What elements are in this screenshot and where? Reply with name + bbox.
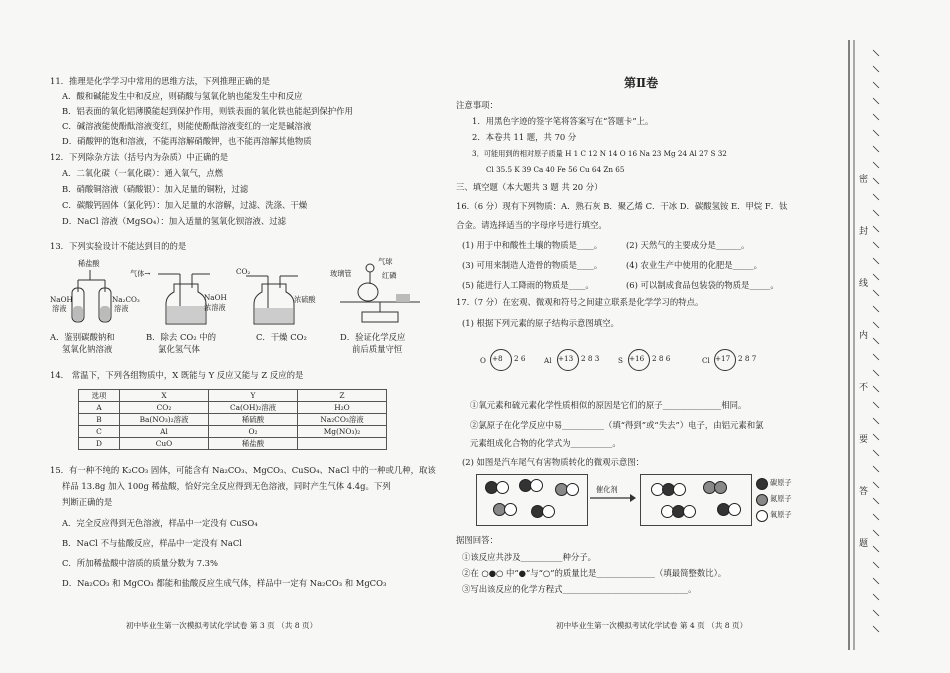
binding-tick	[873, 546, 879, 552]
atom-legend	[756, 476, 836, 526]
binding-tick	[873, 98, 879, 104]
answer-3: ③写出该反应的化学方程式______________________________。	[462, 584, 697, 594]
q12-option-d: D．NaCl 溶液（MgSO₄）：加入适量的氢氧化钡溶液、过滤	[62, 216, 286, 226]
q15-stem-line3: 判断正确的是	[62, 497, 113, 507]
exam-page-3	[0, 0, 440, 673]
binding-char: 要	[859, 435, 869, 445]
q15-stem-line2: 样品 13.8g 加入 100g 稀盐酸，恰好完全反应得到无色溶液，同时产生气体 4.4g。下列	[62, 481, 391, 491]
q17-part1: (1) 根据下列元素的原子结构示意图填空。	[462, 318, 619, 328]
q16-item-3: (3) 可用来制造人造骨的物质是____。	[462, 260, 603, 270]
q14-stem: 14． 常温下，下列各组物质中，X 既能与 Y 反应又能与 Z 反应的是	[50, 370, 304, 380]
q12-option-c: C．碳酸钙固体（氯化钙）：加入足量的水溶解，过滤、洗涤、干燥	[62, 200, 308, 210]
q13-stem: 13．下列实验设计不能达到目的的是	[50, 241, 187, 251]
oxygen-atom-icon	[756, 510, 768, 522]
binding-tick	[873, 594, 879, 600]
q12-stem: 12．下列除杂方法（括号内为杂质）中正确的是	[50, 152, 229, 162]
q15-option-c: C．所加稀盐酸中溶质的质量分数为 7.3%	[62, 558, 218, 568]
binding-tick	[873, 434, 879, 440]
q16-stem-cont: 合金。请选择适当的字母序号进行填空。	[456, 220, 607, 230]
binding-tick	[873, 162, 879, 168]
notice-item-2: 2．本卷共 11 题，共 70 分	[472, 132, 577, 142]
q13-caption-c1: C．干燥 CO₂	[256, 332, 307, 342]
notice-item-3-cont: Cl 35.5 K 39 Ca 40 Fe 56 Cu 64 Zn 65	[486, 165, 625, 174]
binding-margin	[845, 0, 950, 673]
q11-option-c: C．碱溶液能使酚酞溶液变红，则能使酚酞溶液变红的一定是碱溶液	[62, 121, 312, 131]
legend-oxygen: 氧原子	[770, 510, 792, 519]
q13-figure-a: 稀盐酸 NaOH 溶液 Na₂CO₃ 溶液	[50, 258, 140, 328]
q17-part2: (2) 如图是汽车尾气有害物质转化的微观示意图：	[462, 457, 645, 467]
binding-tick	[873, 562, 879, 568]
table-row: B Ba(NO₃)₂溶液 稀硫酸 Na₂CO₃溶液	[79, 414, 387, 426]
binding-tick	[873, 578, 879, 584]
section-3-heading: 三、填空题（本大题共 3 题 共 20 分）	[456, 182, 603, 192]
q16-stem: 16.（6 分）现有下列物质：A．熟石灰 B．聚乙烯 C．干冰 D．碳酸氢铵 E．甲烷 F．钛	[456, 201, 788, 211]
product-box	[640, 474, 752, 526]
table-row: D CuO 稀盐酸	[79, 438, 387, 450]
binding-tick	[873, 370, 879, 376]
q11-option-d: D．硝酸钾的饱和溶液，不能再溶解硝酸钾，也不能再溶解其他物质	[62, 136, 312, 146]
q17-stem: 17.（7 分）在宏观、微观和符号之间建立联系是化学学习的特点。	[456, 297, 704, 307]
notice-item-1: 1．用黑色字迹的签字笔将答案写在“答题卡”上。	[472, 116, 654, 126]
binding-tick	[873, 290, 879, 296]
table-row: A CO₂ Ca(OH)₂溶液 H₂O	[79, 402, 387, 414]
answer-heading: 据图回答：	[456, 535, 498, 545]
binding-tick	[873, 82, 879, 88]
binding-tick	[873, 386, 879, 392]
q15-option-d: D．Na₂CO₃ 和 MgCO₃ 都能和盐酸反应生成气体，样品中一定有 Na₂CO₃ 和 MgCO₃	[62, 578, 387, 588]
atom-chlorine: Cl +17 2 8 7	[702, 344, 782, 378]
atom-sulfur: S +16 2 8 6	[618, 344, 698, 378]
page-footer-left: 初中毕业生第一次模拟考试化学试卷 第 3 页 （共 8 页）	[126, 621, 318, 630]
binding-tick	[873, 466, 879, 472]
q13-figure-d: 气球 红磷 玻璃管	[330, 256, 430, 328]
q11-stem: 11．推理是化学学习中常用的思维方法，下列推理正确的是	[50, 76, 271, 86]
binding-char: 线	[859, 279, 869, 289]
binding-tick	[873, 66, 879, 72]
section-title: 第Ⅱ卷	[624, 76, 659, 90]
q13-caption-a1: A．鉴别碳酸钠和	[50, 332, 115, 342]
answer-2: ②在 ○●○ 中“●”与“○”的质量比是______________（填最简整数比）。	[462, 568, 727, 578]
legend-nitrogen: 氮原子	[770, 494, 792, 503]
page-footer-right: 初中毕业生第一次模拟考试化学试卷 第 4 页 （共 8 页）	[556, 621, 748, 630]
q15-option-a: A．完全反应得到无色溶液，样品中一定没有 CuSO₄	[62, 518, 258, 528]
binding-char: 内	[859, 331, 869, 341]
notice-item-3: 3．可能用到的相对原子质量 H 1 C 12 N 14 O 16 Na 23 Mg 24 Al 27 S 32	[472, 149, 727, 158]
q13-caption-b1: B．除去 CO₂ 中的	[146, 332, 216, 342]
binding-tick	[873, 514, 879, 520]
q16-item-5: (5) 能进行人工降雨的物质是____。	[462, 280, 594, 290]
q13-caption-d2: 前后质量守恒	[352, 344, 403, 354]
atom-structure-diagrams	[480, 344, 800, 378]
atom-oxygen: O +8 2 6	[480, 344, 550, 378]
q11-option-b: B．铝表面的氧化铝薄膜能起到保护作用，则铁表面的氧化铁也能起到保护作用	[62, 106, 353, 116]
binding-tick	[873, 274, 879, 280]
binding-tick	[873, 114, 879, 120]
q16-item-6: (6) 可以制成食品包装袋的物质是_____。	[626, 280, 779, 290]
binding-tick	[873, 210, 879, 216]
binding-tick	[873, 50, 879, 56]
binding-char: 答	[859, 487, 869, 497]
binding-tick	[873, 178, 879, 184]
binding-tick	[873, 626, 879, 632]
binding-tick	[873, 530, 879, 536]
binding-tick	[873, 482, 879, 488]
q12-option-a: A．二氧化碳（一氧化碳）：通入氧气，点燃	[62, 168, 223, 178]
binding-tick	[873, 130, 879, 136]
table-header-row: 选项 X Y Z	[79, 390, 387, 402]
binding-tick	[873, 322, 879, 328]
atom-aluminium: Al +13 2 8 3	[544, 344, 624, 378]
reaction-arrow-icon	[590, 494, 636, 502]
binding-tick	[873, 146, 879, 152]
binding-char: 封	[859, 227, 869, 237]
answer-1: ①该反应共涉及__________种分子。	[462, 552, 596, 562]
q16-item-2: (2) 天然气的主要成分是______。	[626, 240, 750, 250]
legend-carbon: 碳原子	[770, 478, 792, 487]
binding-char: 密	[859, 175, 869, 185]
table-row: C Al O₂ Mg(NO₃)₂	[79, 426, 387, 438]
q17-part1-c: 元素组成化合物的化学式为__________。	[470, 438, 621, 448]
binding-tick	[873, 338, 879, 344]
catalyst-label: 催化剂	[596, 485, 618, 494]
reactant-box	[476, 474, 588, 526]
q15-stem-line1: 15．有一种不纯的 K₂CO₃ 固体，可能含有 Na₂CO₃、MgCO₃、CuSO₄、NaCl 中的一种或几种，取该	[50, 465, 436, 475]
binding-tick	[873, 258, 879, 264]
binding-tick	[873, 418, 879, 424]
q14-options-table	[78, 389, 387, 450]
binding-tick	[873, 226, 879, 232]
binding-tick	[873, 498, 879, 504]
q11-option-a: A．酸和碱能发生中和反应，则硝酸与氢氧化钠也能发生中和反应	[62, 91, 303, 101]
binding-char: 题	[859, 539, 869, 549]
nitrogen-atom-icon	[756, 494, 768, 506]
binding-tick	[873, 354, 879, 360]
binding-tick	[873, 194, 879, 200]
carbon-atom-icon	[756, 478, 768, 490]
binding-tick	[873, 450, 879, 456]
q13-caption-d1: D．验证化学反应	[340, 332, 406, 342]
q15-option-b: B．NaCl 不与盐酸反应，样品中一定没有 NaCl	[62, 538, 242, 548]
binding-tick	[873, 402, 879, 408]
q12-option-b: B．硝酸铜溶液（硝酸银）：加入足量的铜粉，过滤	[62, 184, 249, 194]
binding-char: 不	[859, 383, 869, 393]
binding-tick	[873, 610, 879, 616]
q16-item-4: (4) 农业生产中使用的化肥是_____。	[626, 260, 762, 270]
binding-tick	[873, 242, 879, 248]
binding-tick	[873, 306, 879, 312]
q17-part1-b: ②氯原子在化学反应中易__________（填“得到”或“失去”）电子，由铝元素和氯	[470, 420, 764, 430]
q17-part1-a: ①氧元素和硫元素化学性质相似的原因是它们的原子______________相同。	[470, 400, 747, 410]
q13-caption-a2: 氢氧化钠溶液	[62, 344, 113, 354]
q13-figure-b: 气体→ NaOH 浓溶液	[130, 262, 240, 328]
exam-page-4	[440, 0, 840, 673]
q16-item-1: (1) 用于中和酸性土壤的物质是____。	[462, 240, 603, 250]
q13-figure-c: CO₂ 浓硫酸	[236, 262, 336, 328]
notice-heading: 注意事项：	[456, 100, 498, 110]
q13-caption-b2: 氯化氢气体	[158, 344, 200, 354]
